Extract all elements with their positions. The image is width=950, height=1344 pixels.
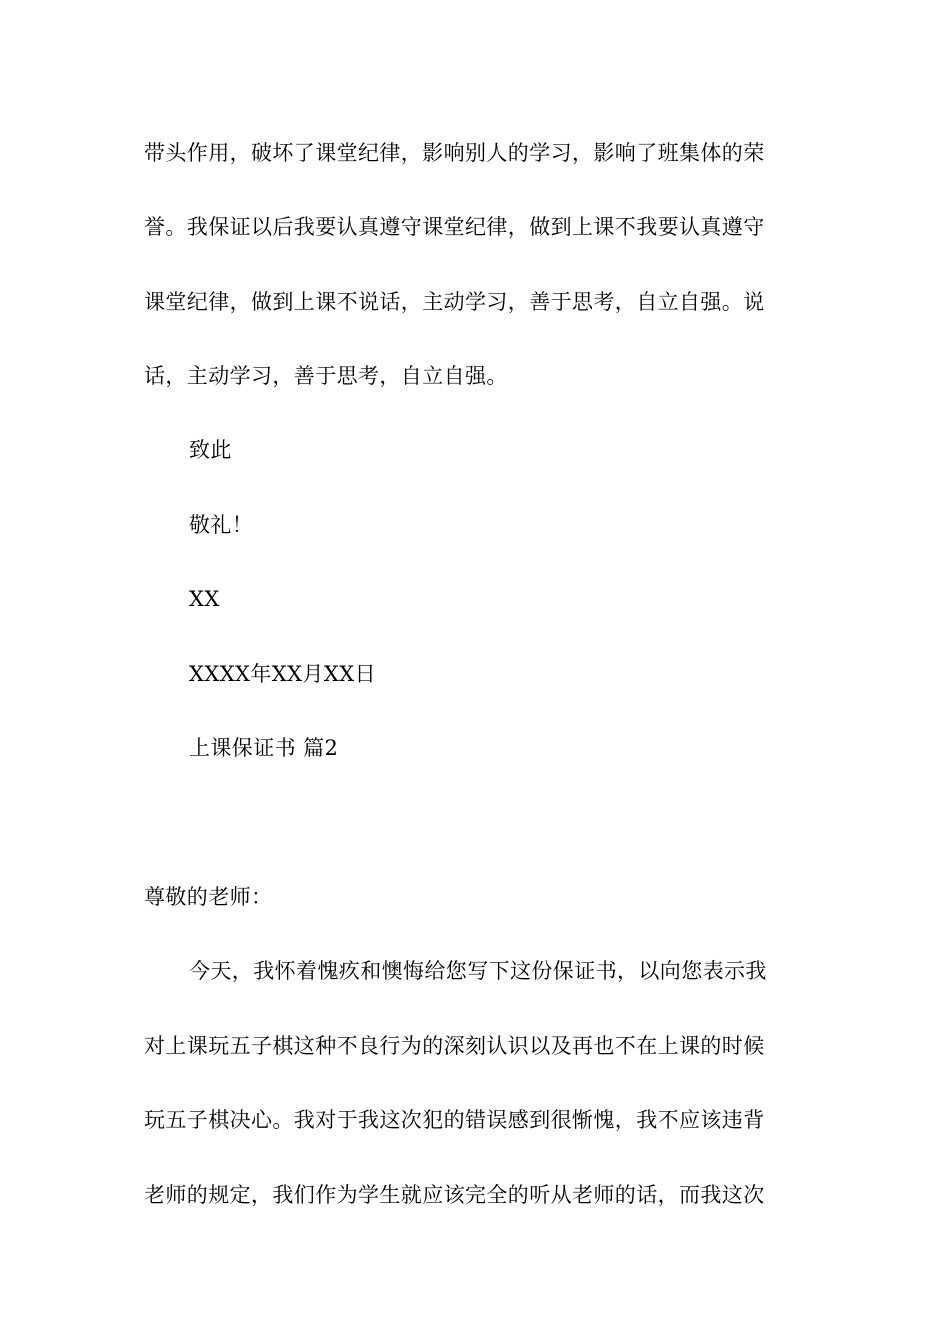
paragraph-line: 玩五子棋决心。我对于我这次犯的错误感到很惭愧，我不应该违背 [144,1108,765,1132]
paragraph-line: 老师的规定，我们作为学生就应该完全的听从老师的话，而我这次 [144,1183,765,1207]
paragraph-line: 对上课玩五子棋这种不良行为的深刻认识以及再也不在上课的时候 [144,1034,765,1058]
signature-line: XX [189,587,220,611]
salute-line: 敬礼！ [189,513,254,537]
closing-line: 致此 [189,438,232,462]
salutation-line: 尊敬的老师： [144,885,273,909]
paragraph-line: 今天，我怀着愧疚和懊悔给您写下这份保证书，以向您表示我 [189,959,767,983]
paragraph-line: 誉。我保证以后我要认真遵守课堂纪律，做到上课不我要认真遵守 [144,215,765,239]
paragraph-line: 带头作用，破坏了课堂纪律，影响别人的学习，影响了班集体的荣 [144,141,765,165]
section-heading: 上课保证书 篇2 [189,736,339,760]
paragraph-line: 课堂纪律，做到上课不说话，主动学习，善于思考，自立自强。说 [144,290,765,314]
date-line: XXXX年XX月XX日 [189,662,377,686]
paragraph-line: 话，主动学习，善于思考，自立自强。 [144,364,508,388]
